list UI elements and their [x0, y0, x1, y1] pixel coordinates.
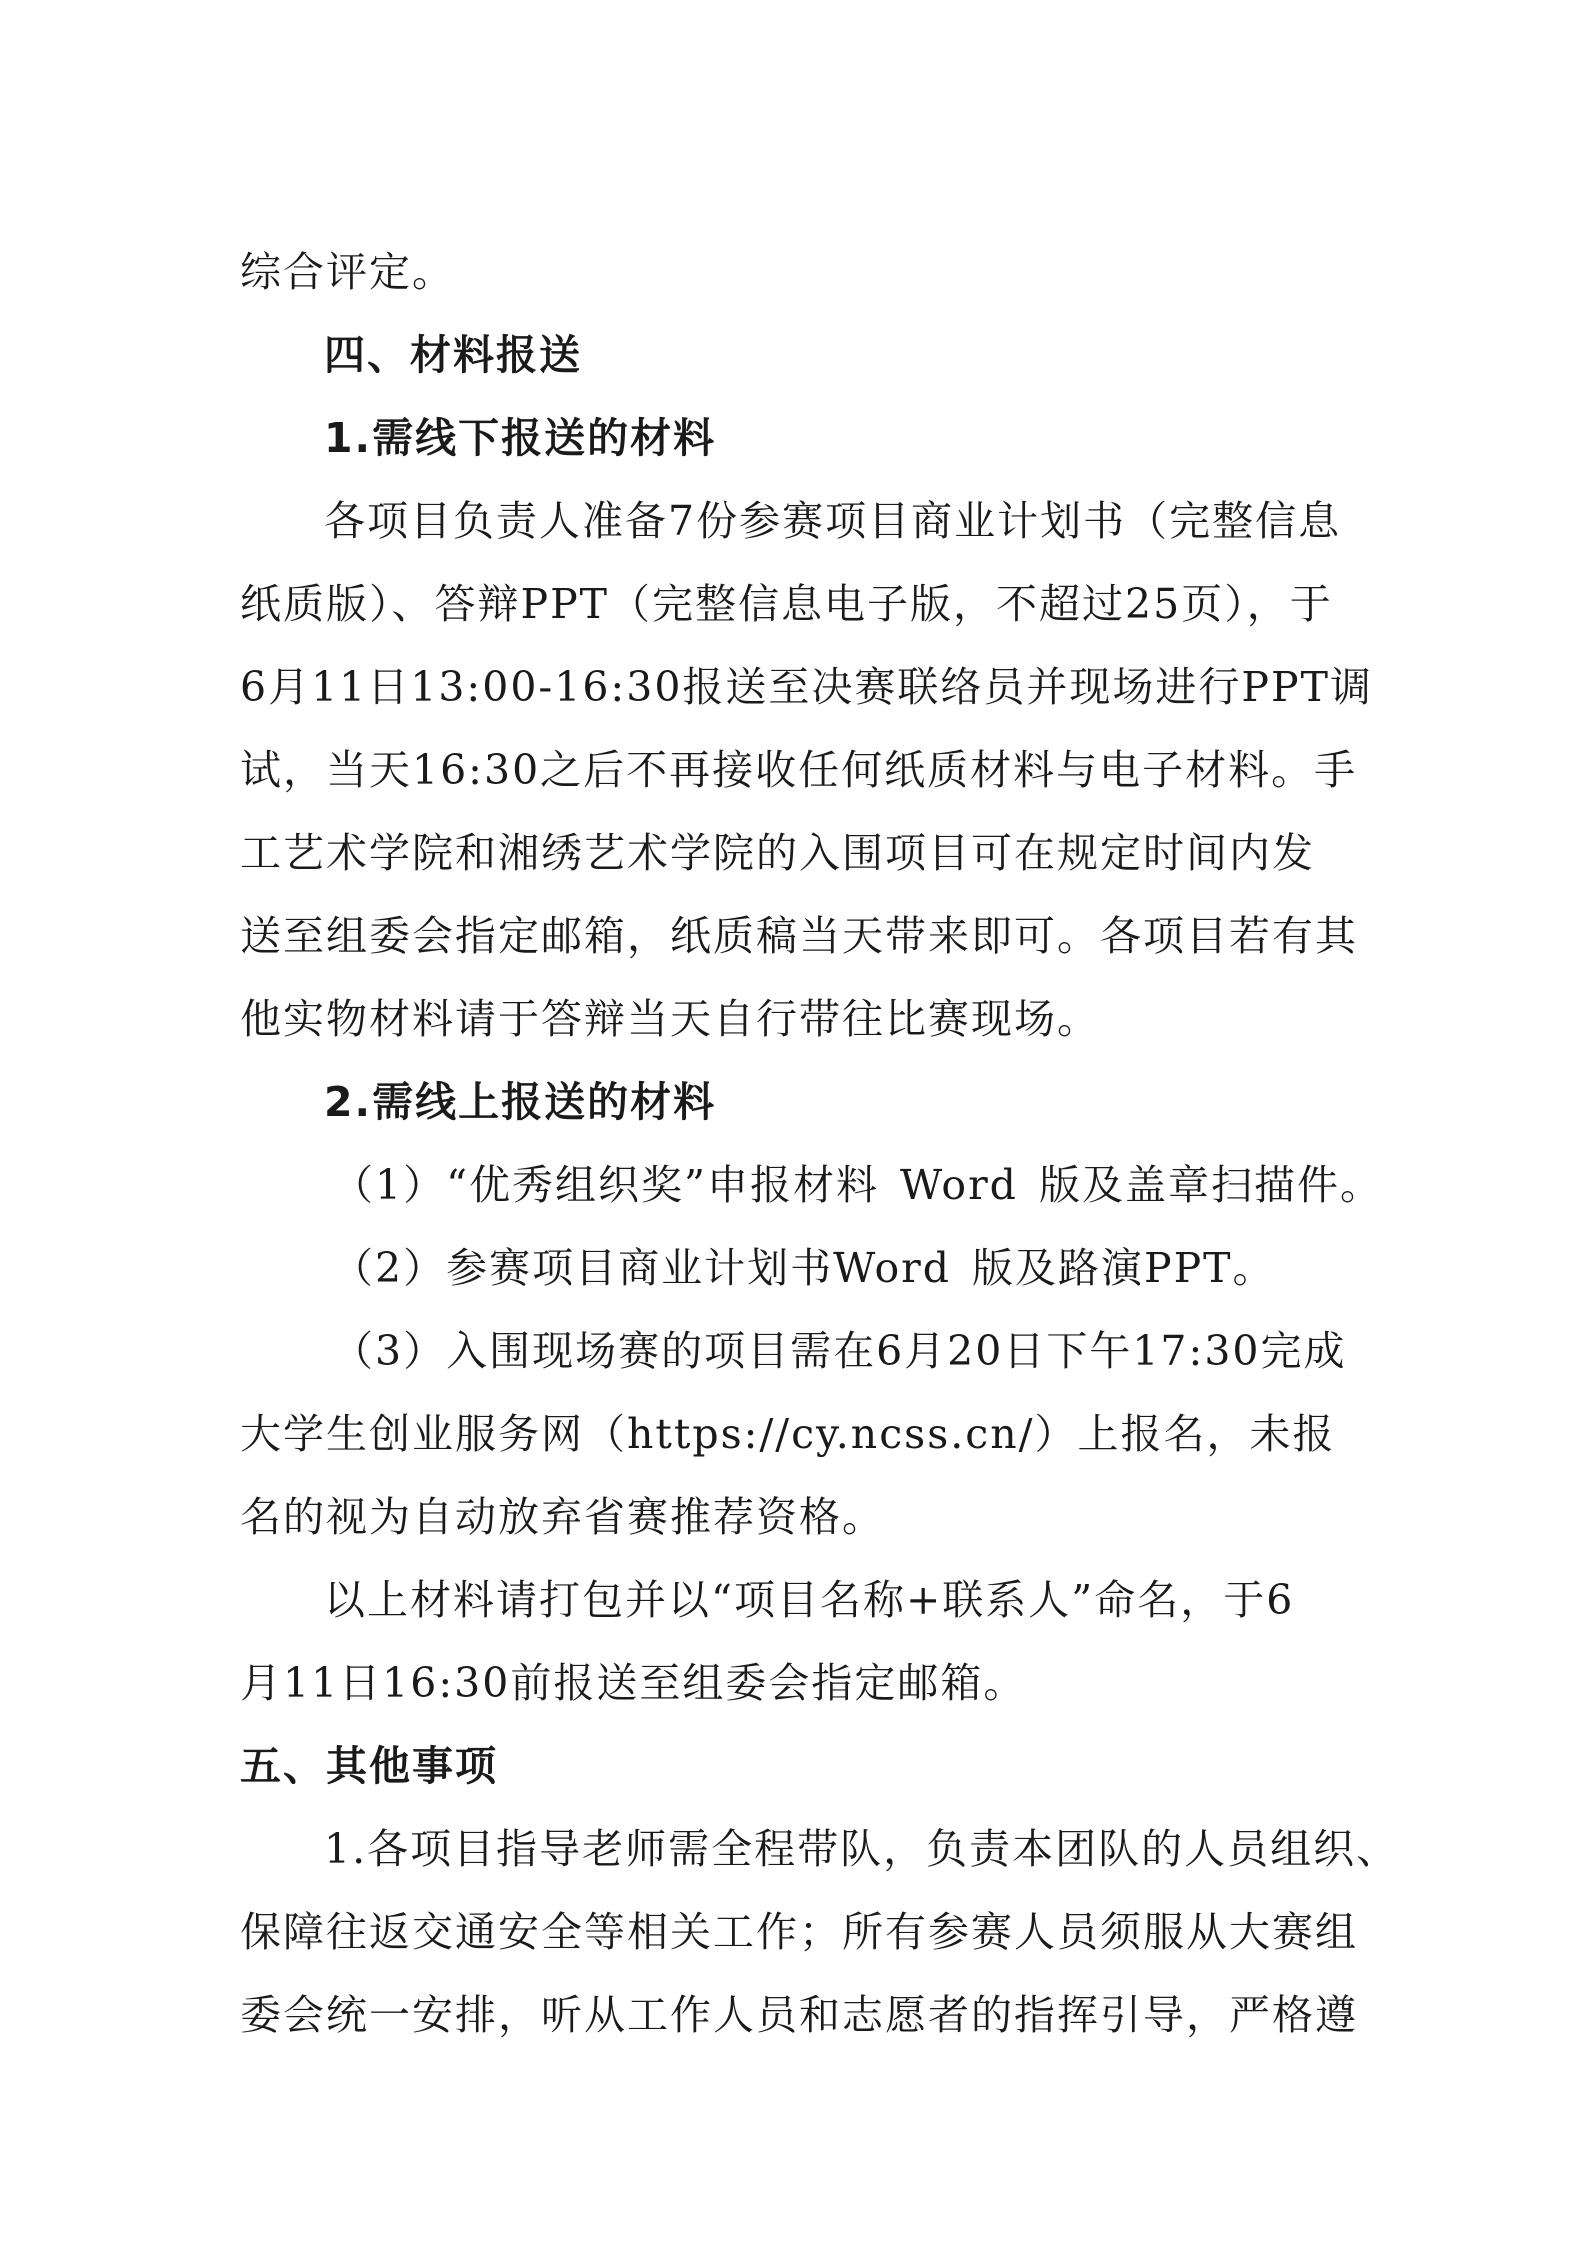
subheading-online-materials: 2.需线上报送的材料: [324, 1078, 717, 1126]
paragraph-line: 纸质版）、答辩PPT（完整信息电子版，不超过25页），于: [240, 580, 1333, 628]
paragraph-line: 综合评定。: [240, 248, 455, 296]
list-item: （1）“优秀组织奖”申报材料 Word 版及盖章扫描件。: [332, 1161, 1383, 1209]
paragraph-line: 1.各项目指导老师需全程带队，负责本团队的人员组织、: [324, 1825, 1400, 1873]
paragraph-line: 大学生创业服务网（https://cy.ncss.cn/）上报名，未报: [240, 1410, 1336, 1458]
paragraph-line: 6月11日13:00-16:30报送至决赛联络员并现场进行PPT调: [240, 663, 1373, 711]
paragraph-line: 送至组委会指定邮箱，纸质稿当天带来即可。各项目若有其: [240, 912, 1358, 960]
paragraph-line: 各项目负责人准备7份参赛项目商业计划书（完整信息: [324, 497, 1342, 545]
list-item: （3）入围现场赛的项目需在6月20日下午17:30完成: [332, 1327, 1347, 1375]
paragraph-line: 试，当天16:30之后不再接收任何纸质材料与电子材料。手: [240, 746, 1358, 794]
subheading-offline-materials: 1.需线下报送的材料: [324, 414, 717, 462]
paragraph-line: 保障往返交通安全等相关工作；所有参赛人员须服从大赛组: [240, 1908, 1358, 1956]
paragraph-line: 委会统一安排，听从工作人员和志愿者的指挥引导，严格遵: [240, 1991, 1358, 2039]
paragraph-line: 他实物材料请于答辩当天自行带往比赛现场。: [240, 995, 1100, 1043]
paragraph-line: 以上材料请打包并以“项目名称+联系人”命名，于6: [324, 1576, 1295, 1624]
list-item: （2）参赛项目商业计划书Word 版及路演PPT。: [332, 1244, 1276, 1292]
section-heading-materials: 四、材料报送: [324, 331, 582, 379]
paragraph-line: 月11日16:30前报送至组委会指定邮箱。: [240, 1659, 1027, 1707]
paragraph-line: 名的视为自动放弃省赛推荐资格。: [240, 1493, 885, 1541]
section-heading-other-matters: 五、其他事项: [240, 1742, 498, 1790]
paragraph-line: 工艺术学院和湘绣艺术学院的入围项目可在规定时间内发: [240, 829, 1315, 877]
